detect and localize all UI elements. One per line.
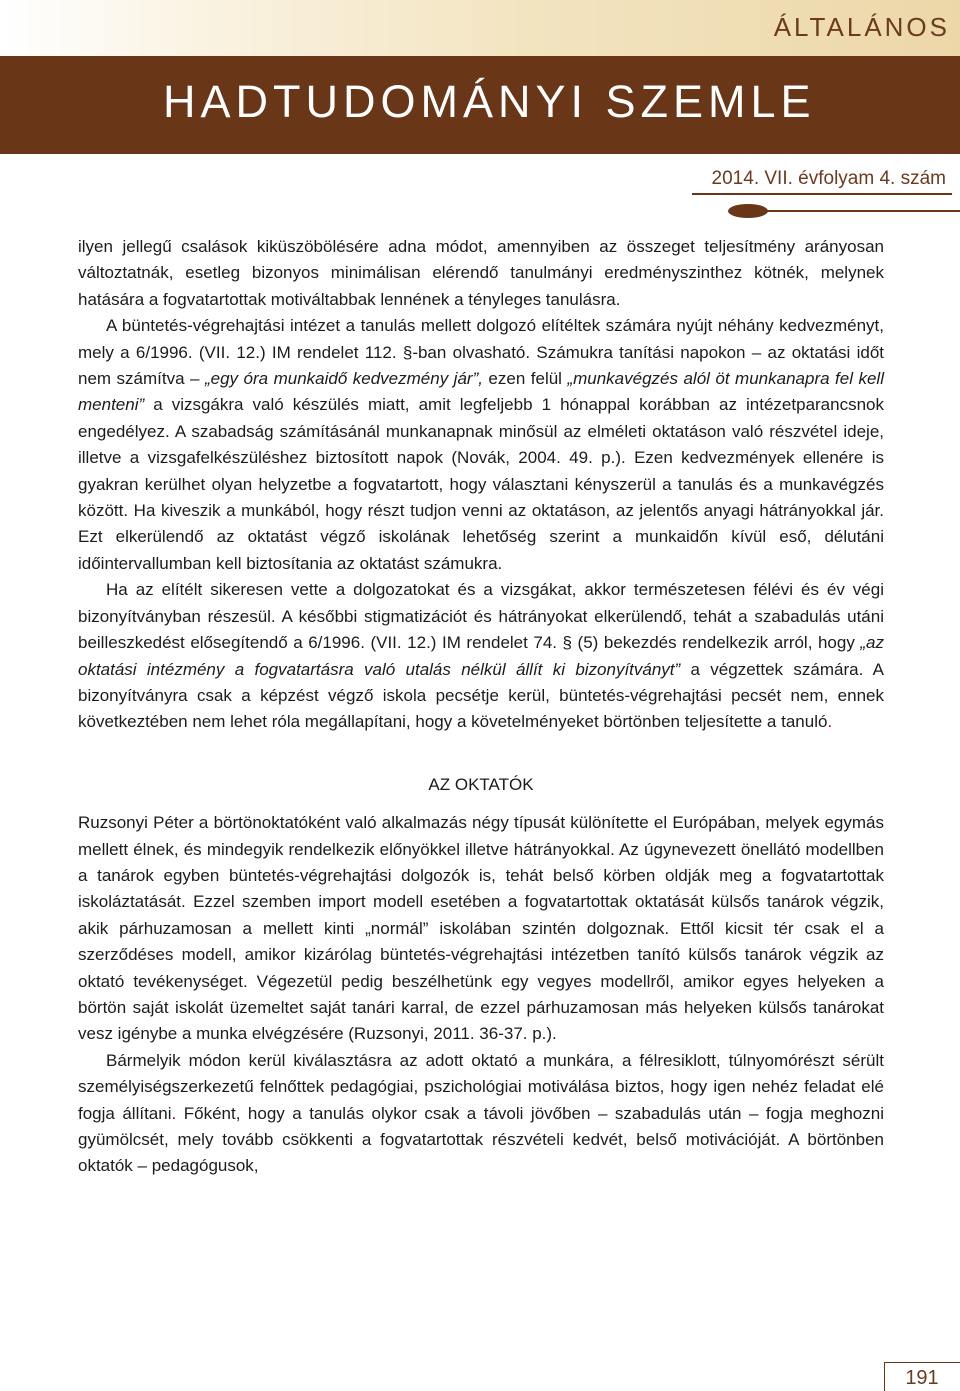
header-rule-secondary (748, 210, 960, 212)
text-run: . (827, 712, 833, 732)
journal-title: HADTUDOMÁNYI SZEMLE (163, 76, 816, 127)
footer-rule (884, 1362, 960, 1363)
section-category: ÁLTALÁNOS (773, 12, 950, 42)
quotation: „munkavégzés alól öt munkanapra fel kell menteni” (78, 369, 884, 415)
text-run: a vizsgákra való készülés miatt, amit legfeljebb 1 hónappal korábban az intézetparancsnok engedélyez. A szabadság számításánál munkanapnak minősül az elméleti oktatáson való részvétel ideje, illetve a vizsgafelkészüléshez biztosított napok (Novák, 2004. 49. p.). Ezen kedvezmények ellenére is gyakran kerülhet olyan helyzetbe a fogvatartott, hogy választani kényszerül a tanulás és a munkavégzés között. Ha kiveszik a munkából, hogy részt tudjon venni az oktatáson, az jelentős anyagi hátrányokkal jár. Ezt elkerülendő az oktatást végző iskolának lehetőség szerint a munkaidőn kívül eső, délutáni időintervallumban kell biztosítania az oktatást számukra. (78, 395, 884, 573)
text-run: ezen felül (482, 369, 568, 389)
quotation: „az oktatási intézmény a fogvatartásra való utalás nélkül állít ki bizonyítványt” (78, 633, 884, 679)
footer-vertical-rule (884, 1362, 885, 1391)
text-run: . (171, 1103, 177, 1123)
paragraph: Ruzsonyi Péter a börtönoktatóként való alkalmazás négy típusát különítette el Európában, melyek egymás mellett élnek, és mindegyik rendelkezik előnyökkel illetve hátrányokkal. Az úgynevezett önellátó modellben a tanárok egyben büntetés-végrehajtási dolgozók is, tehát belső körben oldják meg a fogvatartottak iskoláztatását. Ezzel szemben import modell esetében a fogvatartottak oktatását külsős tanárok végzik, akik párhuzamosan a mellett kinti „normál” iskolában szintén dolgoznak. Ettől kicsit tér csak el a szerződéses modell, amikor kizárólag büntetés-végrehajtási intézetben tanító külsős tanárok végzik az oktató tevékenységet. Végezetül pedig beszélhetünk egy vegyes modellről, amikor egyes helyeken a börtön saját iskolát üzemeltet saját tanári karral, de ezzel párhuzamosan más helyeken külsős tanárokat vesz igénybe a munka elvégzésére (Ruzsonyi, 2011. 36-37. p.). (78, 813, 884, 1044)
paragraph (78, 1048, 884, 1180)
text-run: A büntetés-végrehajtási intézet a tanulás mellett dolgozó elítéltek számára nyújt néhány kedvezményt, mely a 6/1996. (VII. 12.) IM rendelet 112. §-ban olvasható. Számukra tanítási napokon – az oktatási időt nem számítva – (78, 316, 884, 389)
page-number: 191 (905, 1367, 939, 1389)
text-run: Bármelyik módon kerül kiválasztásra az adott oktató a munkára, a félresiklott, túlnyomórészt sérült személyiségszerkezetű felnőttek pedagógiai, pszichológiai motiválása biztos, hogy igen nehéz feladat elé fogja állítani (78, 1050, 884, 1123)
text-run: Főként, hogy a tanulás olykor csak a távoli jövőben – szabadulás után – fogja meghozni gyümölcsét, mely tovább csökkenti a fogvatartottak részvételi kedvét, belső motivációját. A börtönben oktatók – pedagógusok, (78, 1103, 884, 1176)
section-heading: AZ OKTATÓK (428, 774, 534, 794)
quotation: „egy óra munkaidő kedvezmény jár”, (204, 369, 483, 389)
header-oval-ornament (728, 204, 768, 218)
header-rule (692, 193, 952, 195)
article-body (78, 234, 884, 1180)
paragraph: ilyen jellegű csalások kiküszöbölésére adna módot, amennyiben az összeget teljesítmény arányosan változtatnák, esetleg bizonyos minimálisan elérendő tanulmányi eredményszinthez kötnék, melynek hatására a fogvatartottak motiváltabbak lennének a tényleges tanulásra. (78, 237, 884, 309)
issue-info: 2014. VII. évfolyam 4. szám (711, 168, 946, 189)
text-run: a végzettek számára. A bizonyítványra csak a képzést végző iskola pecsétje kerül, büntetés-végrehajtási pecsét nem, ennek következtében nem lehet róla megállapítani, hogy a követelményeket börtönben teljesítette a tanuló (78, 659, 885, 732)
paragraph (78, 313, 884, 577)
text-run: Ha az elítélt sikeresen vette a dolgozatokat és a vizsgákat, akkor természetesen félévi és év végi bizonyítványban részesül. A későbbi stigmatizációt és hátrányokat elkerülendő, tehát a szabadulás utáni beilleszkedést elősegítendő a 6/1996. (VII. 12.) IM rendelet 74. § (5) bekezdés rendelkezik arról, hogy (78, 580, 884, 653)
paragraph (78, 577, 884, 735)
